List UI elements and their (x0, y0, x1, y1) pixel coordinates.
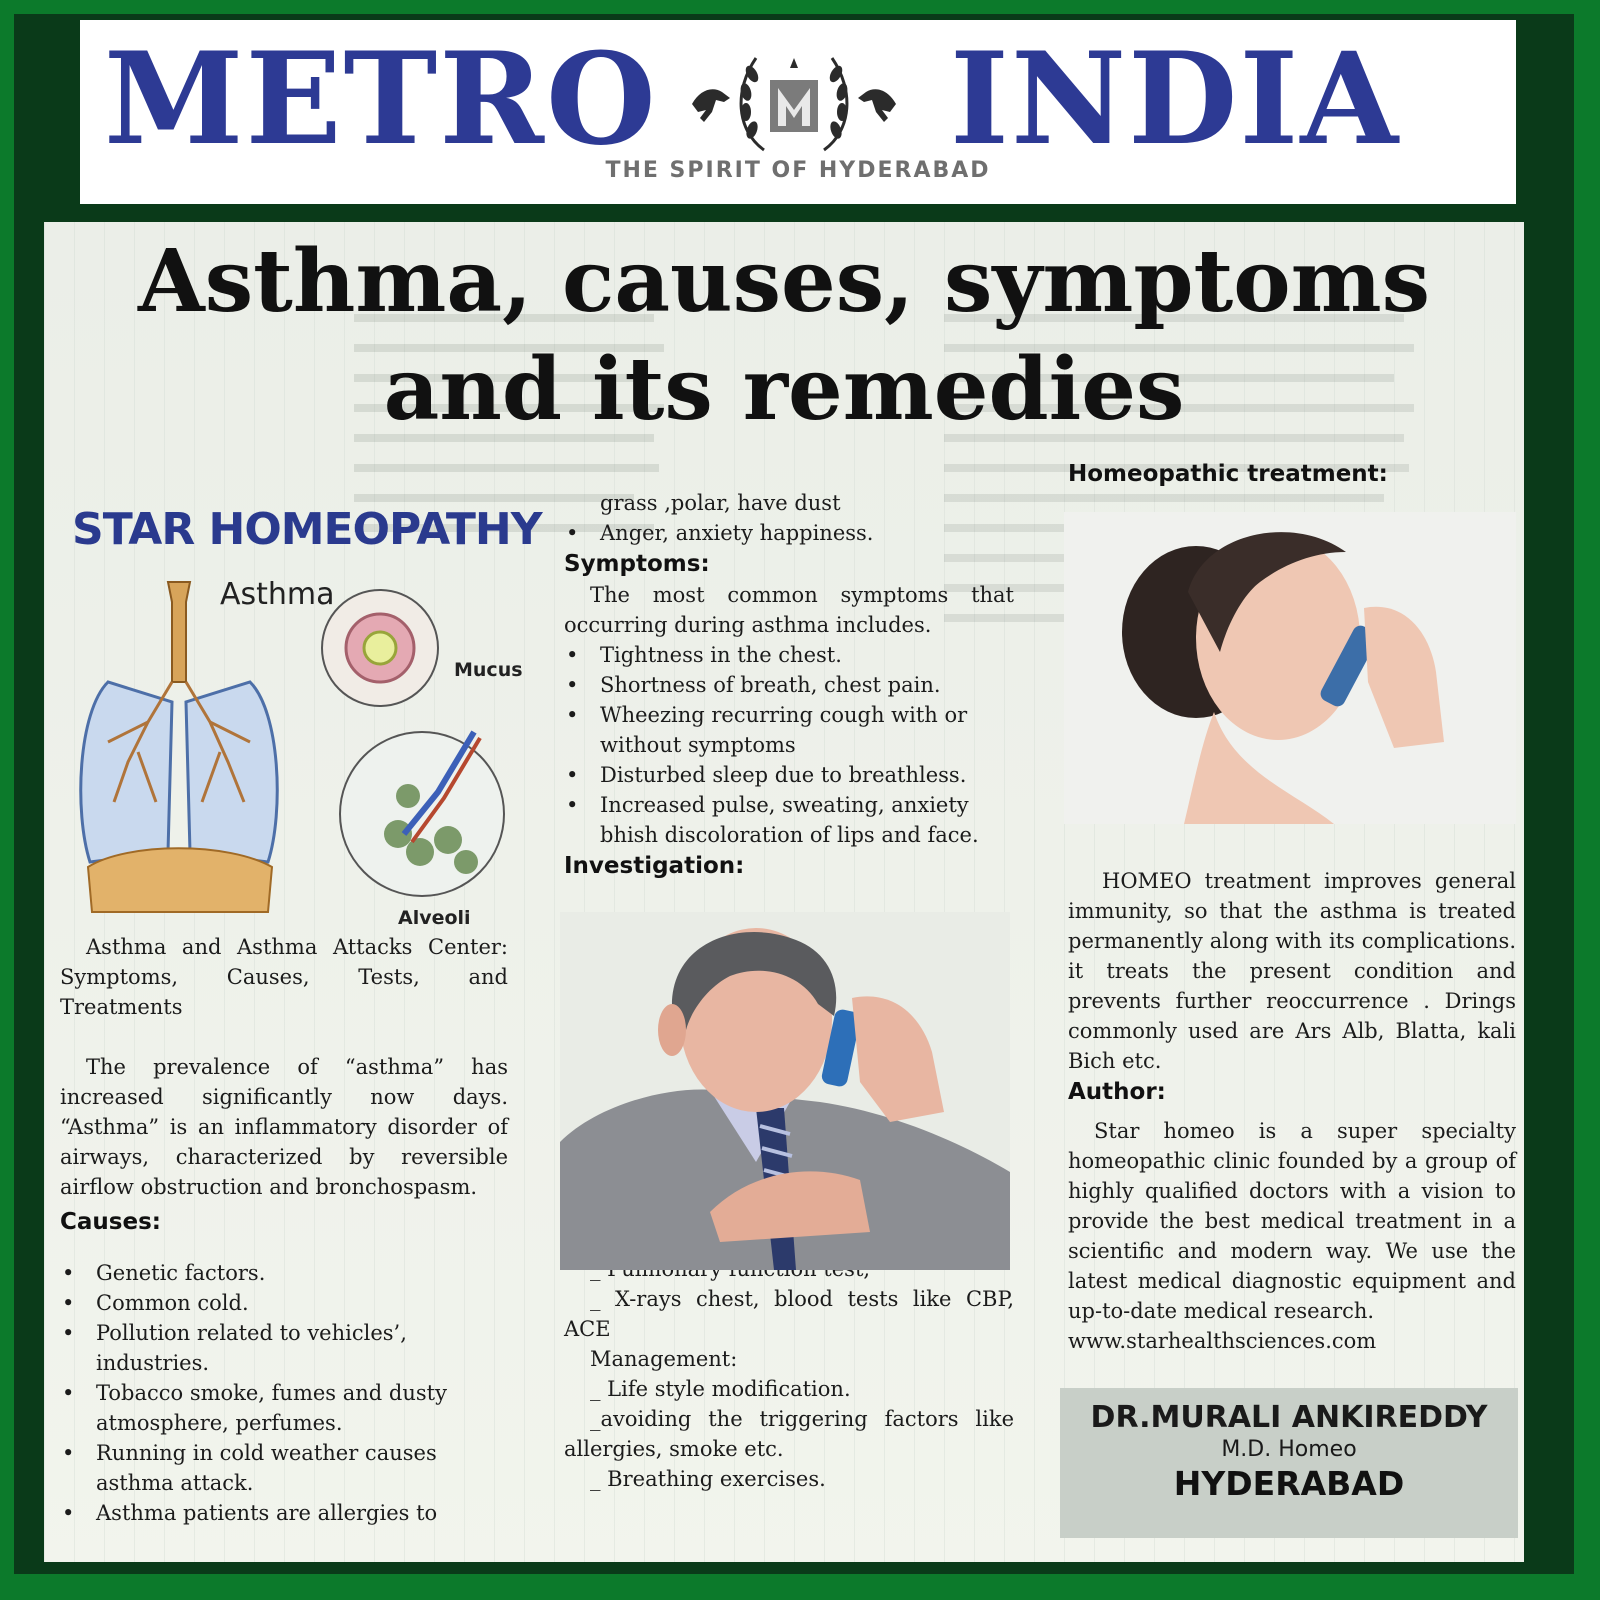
author-city: HYDERABAD (1173, 1464, 1405, 1503)
management-label: Management: (590, 1347, 738, 1371)
list-item: • Common cold. (60, 1288, 508, 1318)
list-item: • Anger, anxiety happiness. (564, 518, 1014, 548)
intro-paragraph: The prevalence of “asthma” has increased significantly now days. “Asthma” is an inflammatory disorder of airways, characterized by reversible airflow obstruction and bronchospasm. (60, 1055, 508, 1199)
illustration-label-alveoli: Alveoli (398, 907, 471, 929)
homeopathic-body: HOMEO treatment improves general immunity, so that the asthma is treated permanently along with its complications. it treats the present condition and prevents further reoccurrence . Drings commonly used are Ars Alb, Blatta, kali Bich etc. (1068, 869, 1516, 1073)
management-line: _avoiding the triggering factors like allergies, smoke etc. (564, 1407, 1014, 1461)
illustration-title: Asthma (220, 577, 335, 612)
symptoms-intro: The most common symptoms that occurring during asthma includes. (564, 583, 1014, 637)
masthead-metro: METRO (104, 25, 658, 173)
masthead (80, 20, 1516, 204)
investigation-line: _ X-rays chest, blood tests like CBP, ACE (564, 1287, 1014, 1341)
column-1 (60, 932, 508, 1528)
masthead-india: INDIA (950, 25, 1401, 173)
causes-heading: Causes: (60, 1209, 161, 1235)
author-byline (1060, 1388, 1518, 1538)
causes-list-continued (564, 518, 1014, 548)
author-body: Star homeo is a super specialty homeopathic clinic founded by a group of highly qualified doctors with a vision to provide the best medical treatment in a scientific and modern way. We use the latest medical diagnostic equipment and up-to-date medical research. (1068, 1119, 1516, 1323)
illustration-label-mucus: Mucus (454, 659, 523, 681)
masthead-tagline: THE SPIRIT OF HYDERABAD (605, 158, 991, 183)
causes-continued: grass ,polar, have dust (600, 491, 841, 515)
causes-list (60, 1258, 508, 1528)
symptoms-list (564, 640, 1014, 850)
investigation-heading: Investigation: (564, 853, 745, 879)
headline-line-2: and its remedies (383, 339, 1185, 440)
list-item: • Wheezing recurring cough with or without symptoms (564, 700, 1014, 760)
list-item: • Tobacco smoke, fumes and dusty atmosphere, perfumes. (60, 1378, 508, 1438)
newspaper-clipping (44, 222, 1524, 1562)
man-using-inhaler-photo (560, 912, 1010, 1270)
list-item: • Increased pulse, sweating, anxiety bhish discoloration of lips and face. (564, 790, 1014, 850)
management-line: _ Breathing exercises. (590, 1467, 826, 1491)
list-item: • Running in cold weather causes asthma attack. (60, 1438, 508, 1498)
article-headline (44, 228, 1524, 444)
author-heading: Author: (1068, 1079, 1166, 1105)
management-line: _ Life style modification. (590, 1377, 851, 1401)
list-item: • Pollution related to vehicles’, industries. (60, 1318, 508, 1378)
brand-title: STAR HOMEOPATHY (72, 504, 542, 555)
lungs-illustration (68, 572, 538, 932)
list-item: • Tightness in the chest. (564, 640, 1014, 670)
author-degree: M.D. Homeo (1221, 1437, 1357, 1462)
symptoms-heading: Symptoms: (564, 551, 710, 577)
website-url: www.starhealthsciences.com (1068, 1329, 1377, 1353)
author-name: DR.MURALI ANKIREDDY (1090, 1400, 1488, 1435)
laurel-horses-emblem-icon (686, 40, 902, 160)
headline-line-1: Asthma, causes, symptoms (137, 231, 1431, 332)
list-item: • Asthma patients are allergies to (60, 1498, 508, 1528)
list-item: • Shortness of breath, chest pain. (564, 670, 1014, 700)
list-item: • Disturbed sleep due to breathless. (564, 760, 1014, 790)
list-item: • Genetic factors. (60, 1258, 508, 1288)
homeopathic-heading: Homeopathic treatment: (1068, 461, 1388, 487)
intro-caption: Asthma and Asthma Attacks Center: Symptoms, Causes, Tests, and Treatments (60, 935, 508, 1019)
woman-using-inhaler-photo (1064, 512, 1516, 824)
